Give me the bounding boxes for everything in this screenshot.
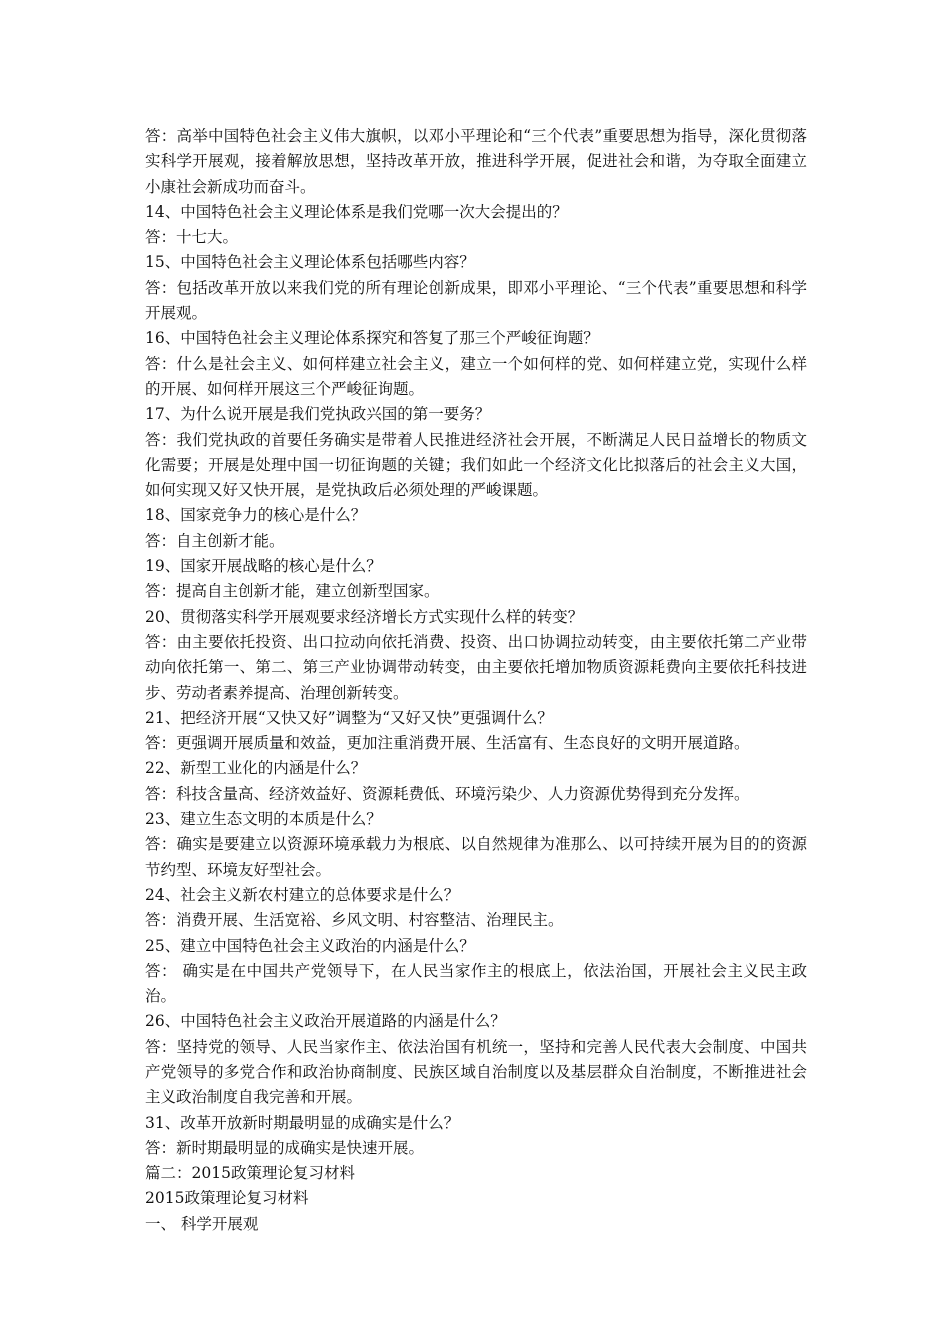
document-body (145, 124, 807, 1237)
answer-24: 答：消费开展、生活宽裕、乡风文明、村容整洁、治理民主。 (145, 911, 564, 930)
answer-20: 答：由主要依托投资、出口拉动向依托消费、投资、出口协调拉动转变，由主要依托第二产业带动向依托第一、第二、第三产业协调带动转变，由主要依托增加物质资源耗费向主要依托科技进步、劳动者素养提高、治理创新转变。 (145, 632, 807, 702)
chapter-heading: 一、 科学开展观 (145, 1214, 259, 1233)
question-25: 25、建立中国特色社会主义政治的内涵是什么？ (145, 936, 475, 955)
question-23: 23、建立生态文明的本质是什么？ (145, 810, 382, 829)
answer-18: 答：自主创新才能。 (145, 531, 285, 550)
answer-31: 答：新时期最明显的成确实是快速开展。 (145, 1138, 425, 1157)
answer-25: 答： 确实是在中国共产党领导下，在人民当家作主的根底上，依法治国，开展社会主义民主政治。 (145, 961, 807, 1006)
question-14: 14、中国特色社会主义理论体系是我们党哪一次大会提出的？ (145, 202, 568, 221)
question-19: 19、国家开展战略的核心是什么？ (145, 557, 382, 576)
question-17: 17、为什么说开展是我们党执政兴国的第一要务？ (145, 405, 491, 424)
answer-21: 答：更强调开展质量和效益，更加注重消费开展、生活富有、生态良好的文明开展道路。 (145, 734, 750, 753)
answer-17: 答：我们党执政的首要任务确实是带着人民推进经济社会开展，不断满足人民日益增长的物质文化需要；开展是处理中国一切征询题的关键；我们如此一个经济文化比拟落后的社会主义大国，如何实现又好又快开展，是党执政后必须处理的严峻课题。 (145, 430, 807, 500)
answer-14: 答：十七大。 (145, 228, 239, 247)
question-18: 18、国家竞争力的核心是什么？ (145, 506, 367, 525)
question-21: 21、把经济开展“又快又好”调整为“又好又快”更强调什么？ (145, 708, 553, 727)
answer-26: 答：坚持党的领导、人民当家作主、依法治国有机统一，坚持和完善人民代表大会制度、中国共产党领导的多党合作和政治协商制度、民族区域自治制度以及基层群众自治制度，不断推进社会主义政治制度自我完善和开展。 (145, 1037, 807, 1107)
question-22: 22、新型工业化的内涵是什么？ (145, 759, 367, 778)
question-31: 31、改革开放新时期最明显的成确实是什么？ (145, 1113, 460, 1132)
question-15: 15、中国特色社会主义理论体系包括哪些内容？ (145, 253, 475, 272)
answer-22: 答：科技含量高、经济效益好、资源耗费低、环境污染少、人力资源优势得到充分发挥。 (145, 784, 750, 803)
question-20: 20、贯彻落实科学开展观要求经济增长方式实现什么样的转变？ (145, 607, 584, 626)
question-24: 24、社会主义新农村建立的总体要求是什么？ (145, 885, 460, 904)
document-title: 2015政策理论复习材料 (145, 1189, 309, 1208)
answer-16: 答：什么是社会主义、如何样建立社会主义，建立一个如何样的党、如何样建立党，实现什么样的开展、如何样开展这三个严峻征询题。 (145, 354, 807, 398)
section-heading: 篇二：2015政策理论复习材料 (145, 1164, 355, 1183)
answer-23: 答：确实是要建立以资源环境承载力为根底、以自然规律为准那么、以可持续开展为目的的资源节约型、环境友好型社会。 (145, 835, 807, 879)
question-16: 16、中国特色社会主义理论体系探究和答复了那三个严峻征询题？ (145, 329, 599, 348)
answer-19: 答：提高自主创新才能，建立创新型国家。 (145, 582, 440, 601)
answer-15: 答：包括改革开放以来我们党的所有理论创新成果，即邓小平理论、“三个代表”重要思想和科学开展观。 (145, 278, 807, 323)
question-26: 26、中国特色社会主义政治开展道路的内涵是什么？ (145, 1012, 506, 1031)
paragraph: 答：高举中国特色社会主义伟大旗帜，以邓小平理论和“三个代表”重要思想为指导，深化贯彻落实科学开展观，接着解放思想，坚持改革开放，推进科学开展，促进社会和谐，为夺取全面建立小康社会新成功而奋斗。 (145, 127, 807, 196)
